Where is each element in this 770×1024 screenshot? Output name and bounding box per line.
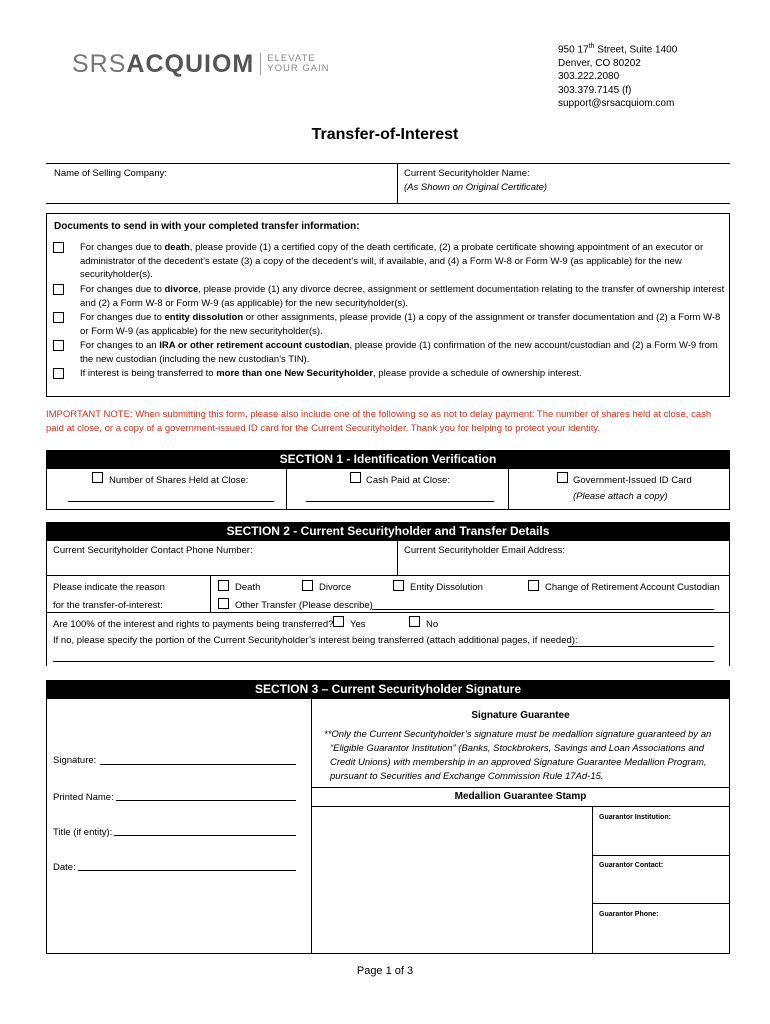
date-input-line[interactable] bbox=[78, 859, 296, 871]
doc-death-post: , please provide (1) a certified copy of the death certificate, (2) a probate certificate showing appointment of an executor or administrator of the decedent’s estate (3) a copy of the decedent’s will, if available, and (4) a Form W-8 or Form W-9 (as applicable) for the new securityholder(s). bbox=[80, 242, 704, 280]
email-field[interactable] bbox=[398, 541, 729, 574]
page-number: Page 1 of 3 bbox=[356, 965, 414, 977]
doc-item-ira bbox=[80, 339, 725, 366]
stamp-heading: Medallion Guarantee Stamp bbox=[454, 791, 587, 802]
guarantor-phone-label: Guarantor Phone: bbox=[599, 911, 659, 918]
cash-label: Cash Paid at Close: bbox=[366, 475, 450, 486]
reason-divider bbox=[210, 575, 211, 612]
hundred-no-checkbox[interactable] bbox=[409, 616, 420, 627]
section3-title: SECTION 3 – Current Securityholder Signature bbox=[46, 680, 730, 698]
holder-name-field[interactable] bbox=[398, 164, 730, 202]
guarantor-rule-2 bbox=[592, 903, 730, 904]
doc-ira-post: , please provide (1) confirmation of the new account/custodian and (2) a Form W-9 from the new custodian (including the new custodian’s TIN). bbox=[80, 340, 718, 365]
hundred-no-label: No bbox=[426, 619, 439, 630]
doc-ira-bold: IRA or other retirement account custodian bbox=[159, 340, 350, 351]
street-suffix: th bbox=[588, 43, 595, 50]
doc-multiple-bold: more than one New Securityholder bbox=[216, 368, 374, 379]
reason-death-label: Death bbox=[235, 582, 261, 593]
guarantor-rule-1 bbox=[592, 855, 730, 856]
phone-label: Current Securityholder Contact Phone Number: bbox=[53, 545, 253, 556]
section2-title: SECTION 2 - Current Securityholder and Transfer Details bbox=[46, 522, 730, 540]
printed-name-label: Printed Name: bbox=[53, 792, 114, 803]
section2-row-rule bbox=[46, 575, 730, 576]
doc-entity-bold: entity dissolution bbox=[164, 312, 244, 323]
doc-entity-post: or other assignments, please provide (1) a copy of the assignment or transfer documentation and (2) a Form W-8 or Form W-9 (as applicable) for the new securityholder(s). bbox=[80, 312, 721, 337]
reason-divorce-checkbox[interactable] bbox=[302, 580, 313, 591]
logo-brand-bold: ACQUIOM bbox=[126, 49, 255, 78]
reason-divorce-label: Divorce bbox=[319, 582, 352, 593]
hundred-yes-checkbox[interactable] bbox=[333, 616, 344, 627]
address-city: Denver, CO 80202 bbox=[558, 57, 641, 69]
reason-other-checkbox[interactable] bbox=[218, 598, 229, 609]
holder-name-label: Current Securityholder Name: bbox=[404, 168, 530, 179]
shares-checkbox[interactable] bbox=[92, 472, 103, 483]
section1-divider-2 bbox=[508, 468, 509, 510]
street-number: 950 17 bbox=[558, 44, 589, 56]
address-phone: 303.222.2080 bbox=[558, 71, 620, 83]
doc-entity-pre: For changes due to bbox=[80, 312, 165, 323]
portion-input-line-1[interactable] bbox=[568, 635, 714, 647]
id-card-label: Government-Issued ID Card bbox=[573, 475, 692, 486]
important-note: IMPORTANT NOTE: When submitting this form, please also include one of the following so as not to delay payment: The number of shares held at close, cash paid at close, or a copy of a government-issued ID card for the Current Securityholder. Thank you for helping to protect your identity. bbox=[46, 409, 712, 434]
documents-heading: Documents to send in with your completed transfer information: bbox=[54, 221, 360, 232]
doc-multiple-post: , please provide a schedule of ownership interest. bbox=[373, 368, 582, 379]
company-logo bbox=[72, 48, 330, 80]
holder-name-note: (As Shown on Original Certificate) bbox=[404, 182, 548, 193]
address-fax: 303.379.7145 (f) bbox=[558, 84, 632, 96]
doc-checkbox-multiple[interactable] bbox=[53, 368, 64, 379]
doc-checkbox-death[interactable] bbox=[53, 242, 64, 253]
id-card-note: (Please attach a copy) bbox=[573, 491, 668, 502]
reason-retirement-checkbox[interactable] bbox=[528, 580, 539, 591]
logo-brand-light: SRS bbox=[72, 49, 127, 78]
street-name: Street, Suite 1400 bbox=[594, 44, 678, 56]
shares-label: Number of Shares Held at Close: bbox=[109, 475, 249, 486]
doc-death-bold: death bbox=[164, 242, 190, 253]
address-street bbox=[558, 40, 677, 57]
top-fields-bottom-rule bbox=[46, 203, 730, 204]
guarantee-heading: Signature Guarantee bbox=[471, 710, 570, 721]
guarantor-contact-label: Guarantor Contact: bbox=[599, 862, 664, 869]
stamp-area[interactable] bbox=[312, 807, 592, 953]
portion-label: If no, please specify the portion of the Current Securityholder’s interest being transferred (attach additional pages, if needed): bbox=[53, 635, 578, 646]
doc-item-multiple bbox=[80, 367, 725, 381]
entity-title-label: Title (if entity): bbox=[53, 827, 113, 838]
hundred-yes-label: Yes bbox=[350, 619, 366, 630]
signature-input-line[interactable] bbox=[100, 753, 296, 765]
reason-other-input-line[interactable] bbox=[372, 598, 714, 610]
guarantor-divider bbox=[592, 806, 593, 954]
selling-company-label: Name of Selling Company: bbox=[54, 168, 167, 179]
selling-company-field[interactable] bbox=[46, 164, 397, 202]
portion-input-line-2[interactable] bbox=[53, 650, 714, 662]
id-card-checkbox[interactable] bbox=[557, 472, 568, 483]
entity-title-input-line[interactable] bbox=[114, 824, 296, 836]
date-label: Date: bbox=[53, 862, 76, 873]
hundred-percent-question: Are 100% of the interest and rights to payments being transferred? bbox=[53, 619, 334, 630]
signature-label: Signature: bbox=[53, 755, 97, 766]
doc-checkbox-entity[interactable] bbox=[53, 312, 64, 323]
doc-checkbox-divorce[interactable] bbox=[53, 284, 64, 295]
cash-checkbox[interactable] bbox=[350, 472, 361, 483]
guarantee-text: **Only the Current Securityholder’s signature must be medallion signature guaranteed by an “Eligible Guarantor Institution” (Banks, Stockbrokers, Savings and Loan Associations and Credit Unions) with membership in an approved Signature Guarantee Medallion Program, pursuant to Securities and Exchange Commission Rule 17Ad-15. bbox=[324, 729, 712, 782]
doc-item-entity bbox=[80, 311, 725, 338]
reason-entity-checkbox[interactable] bbox=[393, 580, 404, 591]
reason-bottom-rule bbox=[46, 612, 730, 613]
address-email: support@srsacquiom.com bbox=[558, 98, 675, 110]
doc-multiple-pre: If interest is being transferred to bbox=[80, 368, 217, 379]
reason-retirement-label: Change of Retirement Account Custodian bbox=[545, 582, 720, 593]
doc-item-death bbox=[80, 241, 725, 282]
section1-divider-1 bbox=[286, 468, 287, 510]
company-address bbox=[558, 40, 677, 111]
reason-label-1: Please indicate the reason bbox=[53, 582, 165, 593]
doc-item-divorce bbox=[80, 283, 725, 310]
printed-name-input-line[interactable] bbox=[116, 789, 296, 801]
guarantor-institution-label: Guarantor Institution: bbox=[599, 814, 671, 821]
doc-divorce-bold: divorce bbox=[164, 284, 199, 295]
logo-tagline-1: ELEVATE bbox=[267, 53, 316, 64]
phone-field[interactable] bbox=[47, 541, 397, 574]
reason-death-checkbox[interactable] bbox=[218, 580, 229, 591]
stamp-top-rule bbox=[311, 787, 730, 788]
doc-divorce-pre: For changes due to bbox=[80, 284, 165, 295]
logo-tagline bbox=[267, 54, 329, 74]
reason-entity-label: Entity Dissolution bbox=[410, 582, 483, 593]
doc-checkbox-ira[interactable] bbox=[53, 340, 64, 351]
doc-death-pre: For changes due to bbox=[80, 242, 165, 253]
page-title: Transfer-of-Interest bbox=[311, 126, 459, 143]
cash-input-line[interactable] bbox=[306, 490, 494, 502]
doc-ira-pre: For changes to an bbox=[80, 340, 160, 351]
section1-title: SECTION 1 - Identification Verification bbox=[46, 450, 730, 468]
doc-divorce-post: , please provide (1) any divorce decree, assignment or settlement documentation relating to the transfer of ownership interest and (2) a Form W-8 or Form W-9 (as applicable) for the new securityholder(s). bbox=[80, 284, 725, 309]
reason-other-label: Other Transfer (Please describe) bbox=[235, 600, 373, 611]
logo-tagline-2: YOUR GAIN bbox=[267, 63, 330, 74]
reason-label-2: for the transfer-of-interest: bbox=[53, 600, 163, 611]
logo-divider bbox=[260, 53, 261, 75]
email-label: Current Securityholder Email Address: bbox=[404, 545, 566, 556]
shares-input-line[interactable] bbox=[68, 490, 274, 502]
